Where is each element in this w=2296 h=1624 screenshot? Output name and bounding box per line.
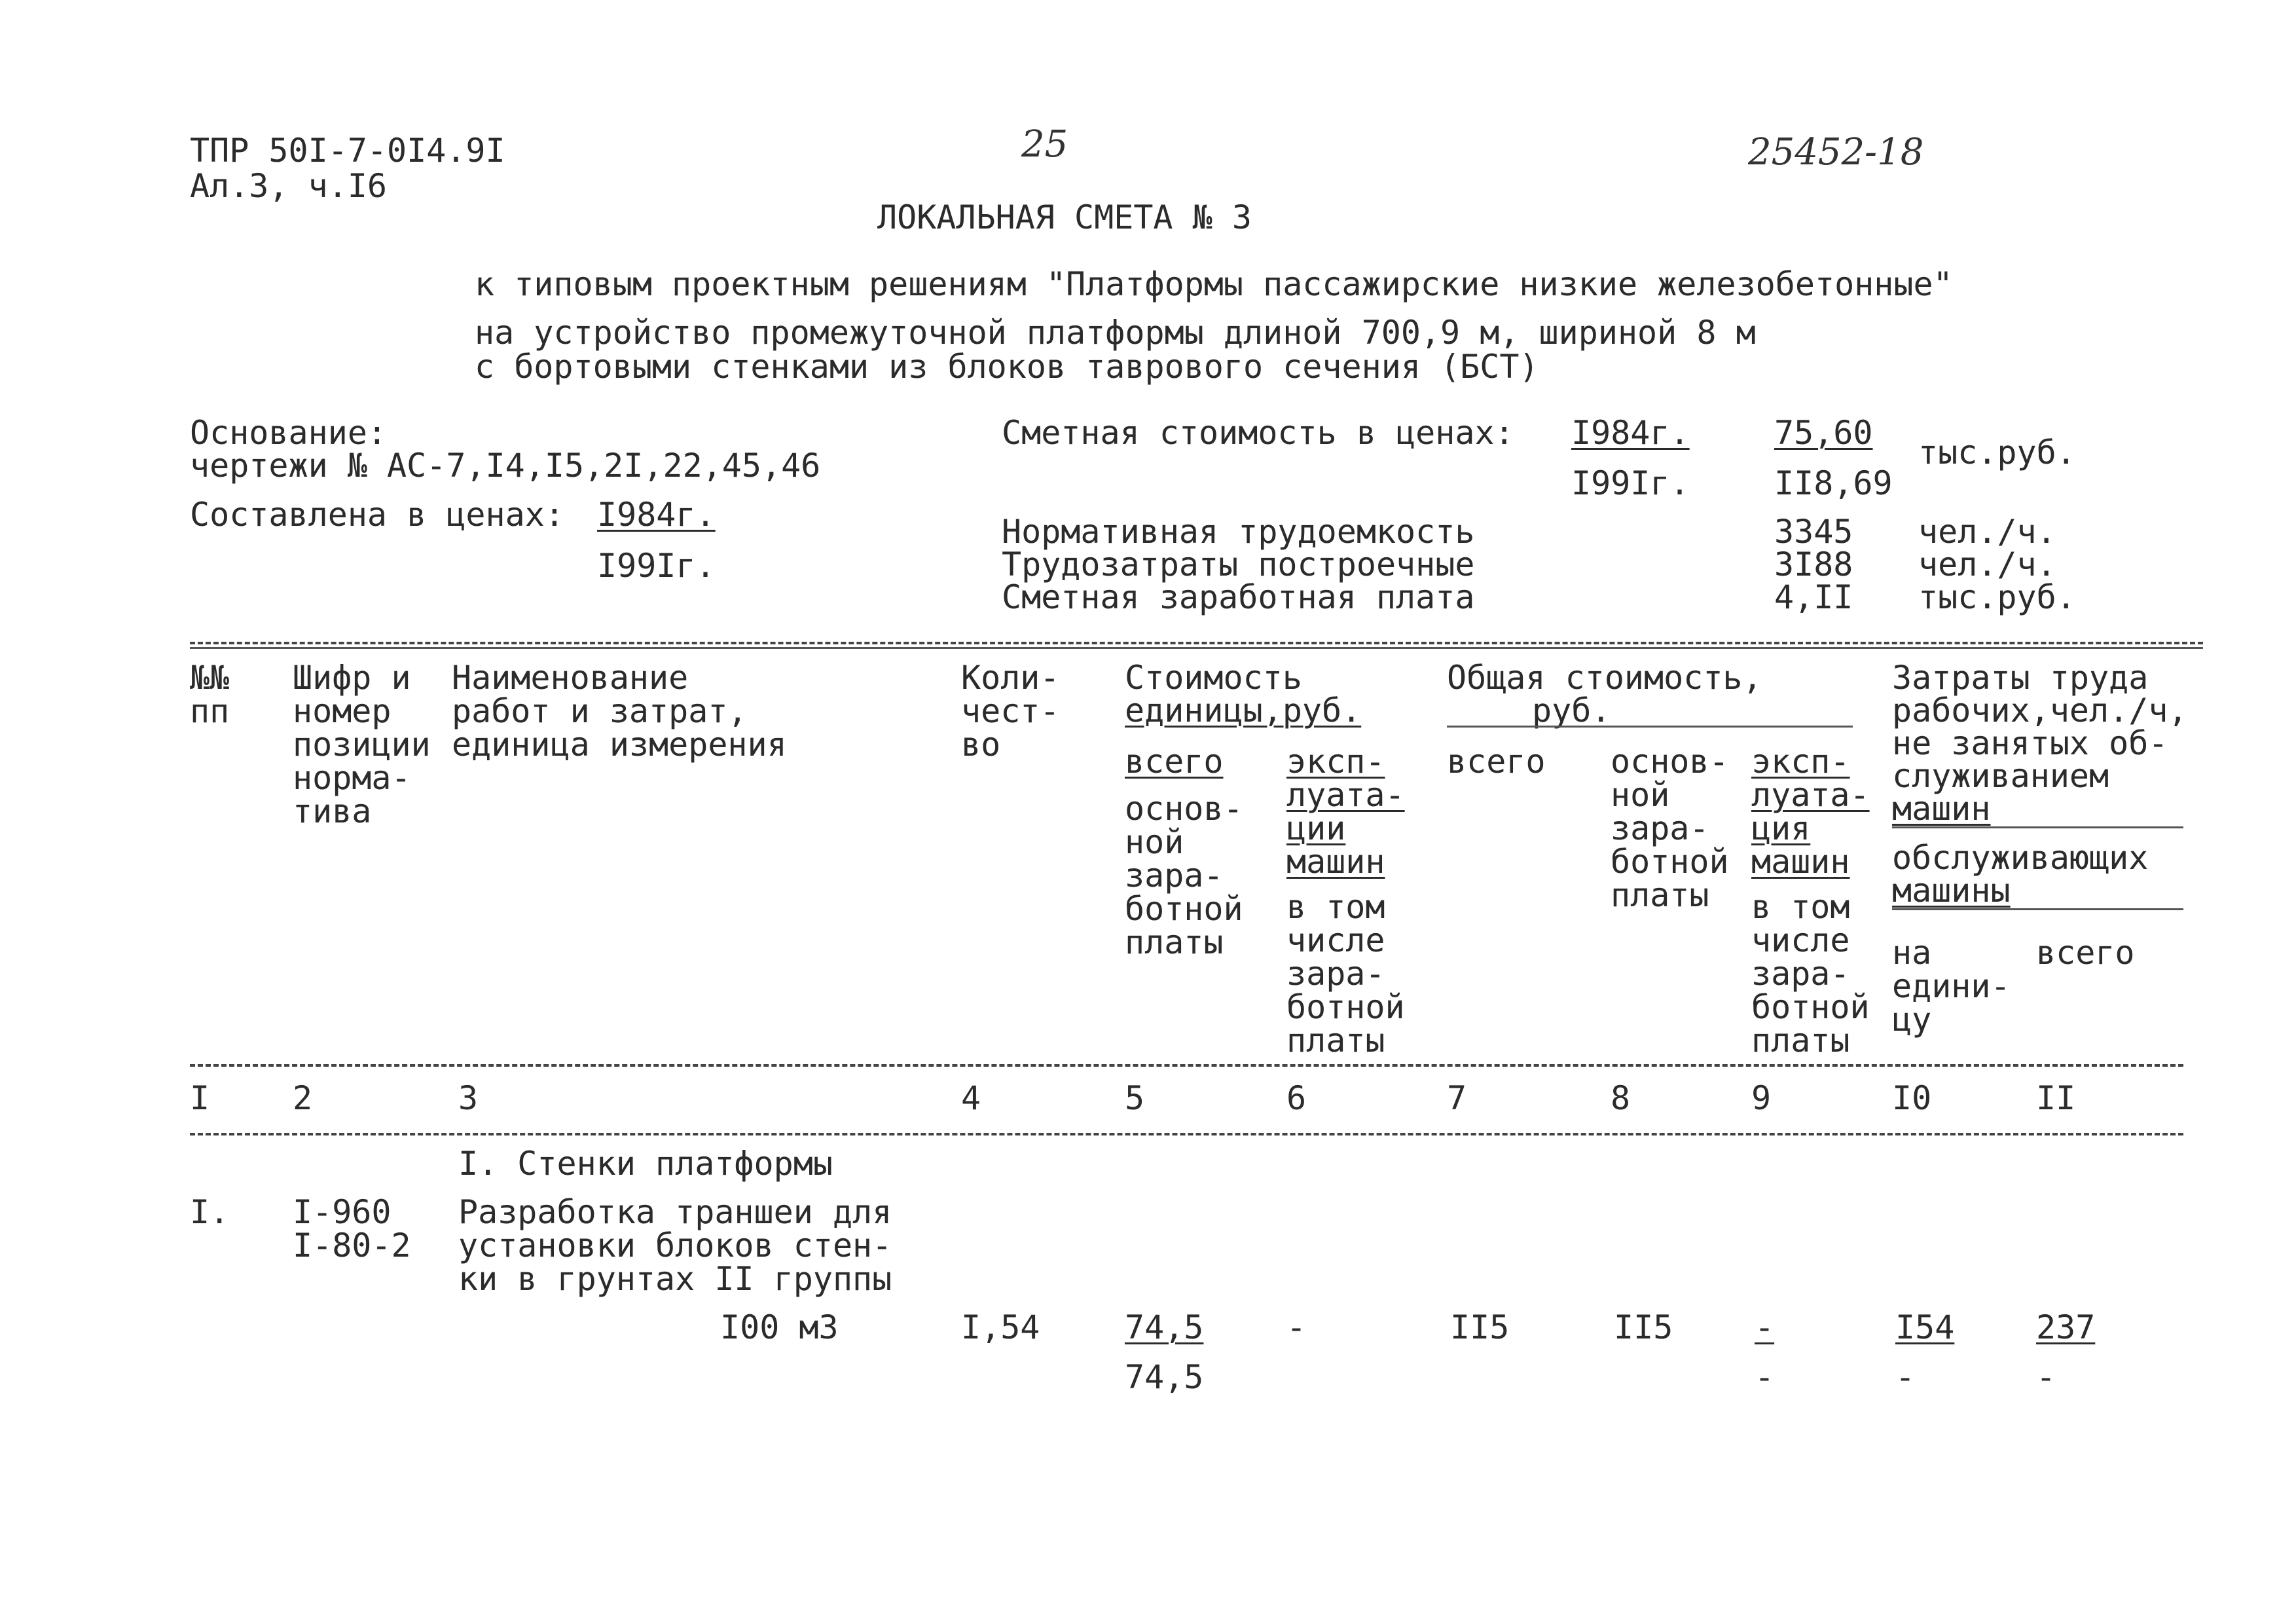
row-total-machines: -	[1755, 1308, 1775, 1346]
col-number-9: 9	[1751, 1079, 1772, 1117]
estimated-wages-value: 4,II	[1774, 578, 1853, 616]
table-top-border-inner	[190, 647, 2203, 649]
row-unit-machines: -	[1286, 1308, 1307, 1346]
col-number-3: 3	[458, 1079, 479, 1117]
header-total-machines: эксп- луата- ция машин	[1751, 743, 1870, 881]
construction-labor-value: 3I88	[1774, 545, 1853, 583]
column-numbers-bottom-border	[190, 1133, 2183, 1135]
labor-underline-2	[1892, 908, 2183, 910]
header-unit-machines: эксп- луата- ции машин	[1286, 743, 1405, 881]
col-number-8: 8	[1611, 1079, 1631, 1117]
col-number-10: I0	[1892, 1079, 1932, 1117]
section-title: I. Стенки платформы	[458, 1145, 833, 1183]
basis-drawings: чертежи № АС-7,I4,I5,2I,22,45,46	[190, 447, 821, 485]
col-number-1: I	[190, 1079, 210, 1117]
row-labor-per-unit: I54	[1895, 1308, 1955, 1346]
col-number-2: 2	[293, 1079, 313, 1117]
header-total-wages: основ- ной зара- ботной платы	[1611, 743, 1729, 914]
page-number: 25	[1021, 123, 1068, 166]
header-unit-machine-wages: в том числе зара- ботной платы	[1286, 888, 1405, 1060]
row-number: I.	[190, 1193, 230, 1231]
document-number: 25452-18	[1748, 131, 1924, 174]
header-unit-total: всего	[1125, 743, 1224, 781]
header-per-unit: на едини- цу	[1892, 934, 2011, 1039]
cost-value-1991: II8,69	[1774, 464, 1893, 502]
row-work-name: Разработка траншеи для установки блоков стен- ки в грунтах II группы	[458, 1193, 892, 1298]
row-total-wages: II5	[1614, 1308, 1673, 1346]
col-number-7: 7	[1447, 1079, 1467, 1117]
header-quantity: Коли- чест- во	[961, 659, 1060, 764]
estimated-cost-label: Сметная стоимость в ценах:	[1002, 414, 1514, 452]
col-number-11: II	[2036, 1079, 2076, 1117]
document-title: ЛОКАЛЬНАЯ СМЕТА № 3	[877, 198, 1252, 236]
row-unit-wages: 74,5	[1125, 1358, 1204, 1396]
header-total-cost-sub: руб.	[1532, 692, 1611, 729]
row-total-machine-wages: -	[1755, 1358, 1775, 1396]
col-number-6: 6	[1286, 1079, 1307, 1117]
header-unit-wages: основ- ной зара- ботной платы	[1125, 790, 1243, 961]
header-labor-serving-2: машины	[1892, 872, 2011, 910]
row-total: II5	[1450, 1308, 1510, 1346]
total-cost-underline	[1447, 726, 1853, 728]
header-labor-1: Затраты труда	[1892, 659, 2149, 697]
row-quantity: I,54	[961, 1308, 1040, 1346]
construction-labor-unit: чел./ч.	[1918, 545, 2056, 583]
title-line-1: к типовым проектным решениям "Платформы пассажирские низкие железобетонные"	[475, 265, 1953, 303]
document-code: ТПР 50I-7-0I4.9I	[190, 132, 505, 170]
cost-year-1984: I984г.	[1571, 414, 1690, 452]
row-labor-total-serving: -	[2036, 1358, 2056, 1396]
header-total-machine-wages: в том числе зара- ботной платы	[1751, 888, 1870, 1060]
header-labor-5: машин	[1892, 790, 1991, 828]
header-labor-2: рабочих,чел./ч,	[1892, 692, 2188, 729]
basis-label: Основание:	[190, 414, 388, 452]
header-labor-serving-1: обслуживающих	[1892, 839, 2149, 877]
header-labor-total: всего	[2036, 934, 2135, 972]
cost-value-1984: 75,60	[1774, 414, 1873, 452]
normative-labor-unit: чел./ч.	[1918, 513, 2056, 551]
normative-labor-label: Нормативная трудоемкость	[1002, 513, 1475, 551]
header-work-name: Наименование работ и затрат, единица измерения	[452, 659, 787, 764]
construction-labor-label: Трудозатраты построечные	[1002, 545, 1475, 583]
title-line-2: на устройство промежуточной платформы длиной 700,9 м, шириной 8 м	[475, 314, 1756, 352]
estimated-wages-unit: тыс.руб.	[1918, 578, 2076, 616]
row-code: I-960 I-80-2	[293, 1193, 411, 1264]
col-number-5: 5	[1125, 1079, 1145, 1117]
header-labor-3: не занятых об-	[1892, 724, 2168, 762]
album-part: Ал.3, ч.I6	[190, 167, 388, 205]
col-number-4: 4	[961, 1079, 981, 1117]
row-labor-total: 237	[2036, 1308, 2096, 1346]
normative-labor-value: 3345	[1774, 513, 1853, 551]
header-code: Шифр и номер позиции норма- тива	[293, 659, 431, 830]
estimated-wages-label: Сметная заработная плата	[1002, 578, 1475, 616]
header-bottom-border	[190, 1064, 2183, 1067]
compiled-year-1984: I984г.	[597, 496, 716, 534]
header-labor-4: служиванием	[1892, 757, 2109, 795]
compiled-year-1991: I99Iг.	[597, 547, 716, 585]
header-number: №№ пп	[190, 659, 230, 730]
header-unit-cost: Стоимость	[1125, 659, 1302, 697]
table-top-border	[190, 642, 2203, 644]
row-unit-total: 74,5	[1125, 1308, 1204, 1346]
row-labor-per-unit-serving: -	[1895, 1358, 1916, 1396]
cost-unit: тыс.руб.	[1918, 434, 2076, 471]
title-line-3: с бортовыми стенками из блоков таврового сечения (БСТ)	[475, 348, 1539, 386]
header-total-all: всего	[1447, 743, 1546, 781]
header-unit-cost-sub: единицы,руб.	[1125, 692, 1362, 729]
cost-year-1991: I99Iг.	[1571, 464, 1690, 502]
labor-underline-1	[1892, 826, 2183, 828]
compiled-prices-label: Составлена в ценах:	[190, 496, 564, 534]
header-total-cost: Общая стоимость,	[1447, 659, 1762, 697]
row-unit: I00 м3	[720, 1308, 839, 1346]
